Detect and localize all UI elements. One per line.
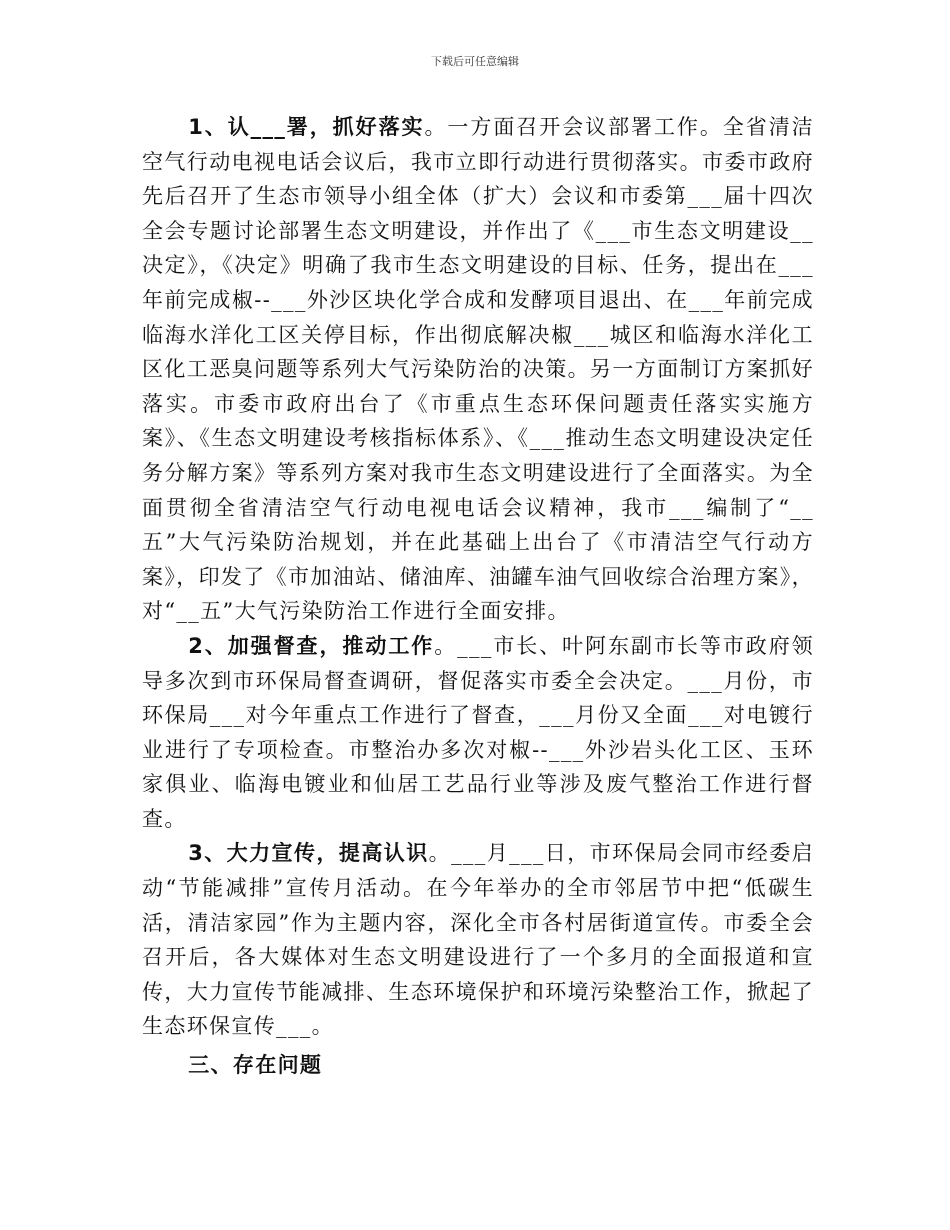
paragraph-lead: 1、认___署，抓好落实 — [188, 115, 425, 139]
paragraph-body: 。一方面召开会议部署工作。全省清洁空气行动电视电话会议后，我市立即行动进行贯彻落实。市委市政府先后召开了生态市领导小组全体（扩大）会议和市委第___届十四次全会专题讨论部署生态文明建设，并作出了《___市生态文明建设__决定》，《决定》明确了我市生态文明建设的目标、任务，提出在___年前完成椒--___外沙区块化学合成和发酵项目退出、在___年前完成临海水洋化工区关停目标，作出彻底解决椒___城区和临海水洋化工区化工恶臭问题等系列大气污染防治的决策。另一方面制订方案抓好落实。市委市政府出台了《市重点生态环保问题责任落实实施方案》、《生态文明建设考核指标体系》、《___推动生态文明建设决定任务分解方案》等系列方案对我市生态文明建设进行了全面落实。为全面贯彻全省清洁空气行动电视电话会议精神，我市___编制了“__五”大气污染防治规划，并在此基础上出台了《市清洁空气行动方案》，印发了《市加油站、储油库、油罐车油气回收综合治理方案》，对“__五”大气污染防治工作进行全面安排。 — [142, 115, 815, 624]
paragraph-lead: 3、大力宣传，提高认识 — [188, 841, 429, 866]
page-header: 下载后可任意编辑 — [431, 55, 519, 68]
paragraph-publicity — [142, 836, 814, 1044]
paragraph-deployment — [142, 110, 814, 629]
document-body — [142, 110, 814, 1083]
paragraph-lead: 2、加强督查，推动工作 — [188, 633, 435, 658]
paragraph-supervision — [142, 629, 814, 837]
section-heading: 三、存在问题 — [188, 1053, 323, 1078]
paragraph-body: 。___市长、叶阿东副市长等市政府领导多次到市环保局督查调研，督促落实市委全会决定。___月份，市环保局___对今年重点工作进行了督查，___月份又全面___对电镀行业进行了专项检查。市整治办多次对椒--___外沙岩头化工区、玉环家俱业、临海电镀业和仙居工艺品行业等涉及废气整治工作进行督查。 — [142, 633, 814, 831]
paragraph-body: 。___月___日，市环保局会同市经委启动“节能减排”宣传月活动。在今年举办的全市邻居节中把“低碳生活，清洁家园”作为主题内容，深化全市各村居街道宣传。市委全会召开后，各大媒体对生态文明建设进行了一个多月的全面报道和宣传，大力宣传节能减排、生态环境保护和环境污染整治工作，掀起了生态环保宣传___。 — [142, 841, 814, 1039]
